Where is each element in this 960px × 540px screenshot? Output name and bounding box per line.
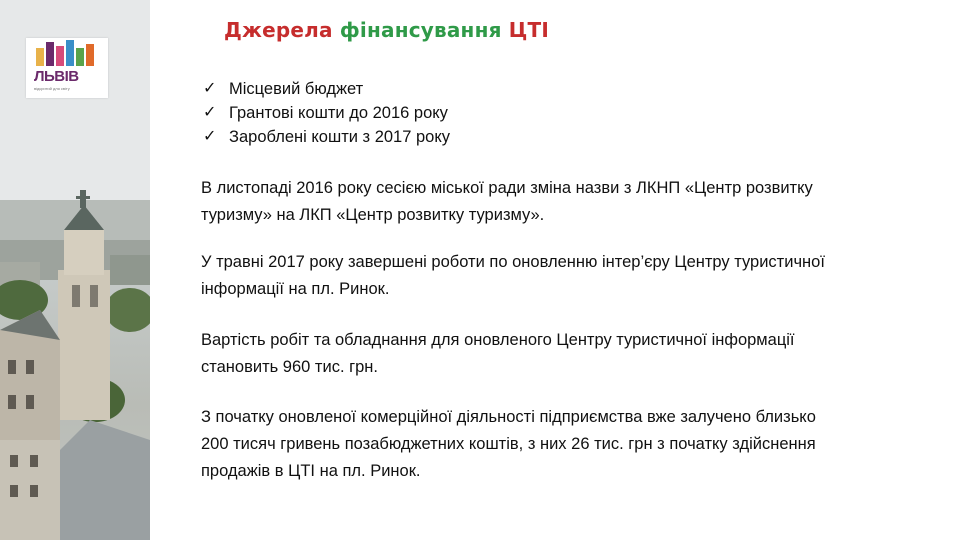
checkmark-icon: ✓ [203,128,217,145]
lviv-logo [26,38,108,98]
list-item [203,101,450,125]
checkmark-icon: ✓ [203,80,217,97]
logo-subtitle: відкритий для світу [34,86,70,91]
city-photo [0,0,150,540]
list-item-text: Зароблені кошти з 2017 року [229,128,450,146]
list-item [203,125,450,149]
list-item [203,77,450,101]
logo-text: ЛЬВІВ [34,68,79,85]
paragraph-revenue: З початку оновленої комерційної діяльності підприємства вже залучено близько 200 тисяч гривень позабюджетних коштів, з них 26 тис. грн з початку здійснення продажів в ЦТІ на пл. Ринок. [201,408,816,480]
paragraph-renovation: У травні 2017 року завершені роботи по оновленню інтер’єру Центру туристичної інформації на пл. Ринок. [201,253,825,298]
paragraph-cost: Вартість робіт та обладнання для оновленого Центру туристичної інформації становить 960 тис. грн. [201,331,795,376]
paragraph-rename: В листопаді 2016 року сесією міської ради зміна назви з ЛКНП «Центр розвитку туризму» на ЛКП «Центр розвитку туризму». [201,179,813,224]
slide-title [224,18,549,42]
title-part-1: Джерела [224,18,340,42]
city-towers-logo-icon [26,38,108,68]
checkmark-icon: ✓ [203,104,217,121]
title-part-3: ЦТІ [508,18,550,42]
list-item-text: Місцевий бюджет [229,80,364,98]
list-item-text: Грантові кошти до 2016 року [229,104,448,122]
title-part-2: фінансування [339,18,509,42]
funding-sources-list [203,77,450,149]
